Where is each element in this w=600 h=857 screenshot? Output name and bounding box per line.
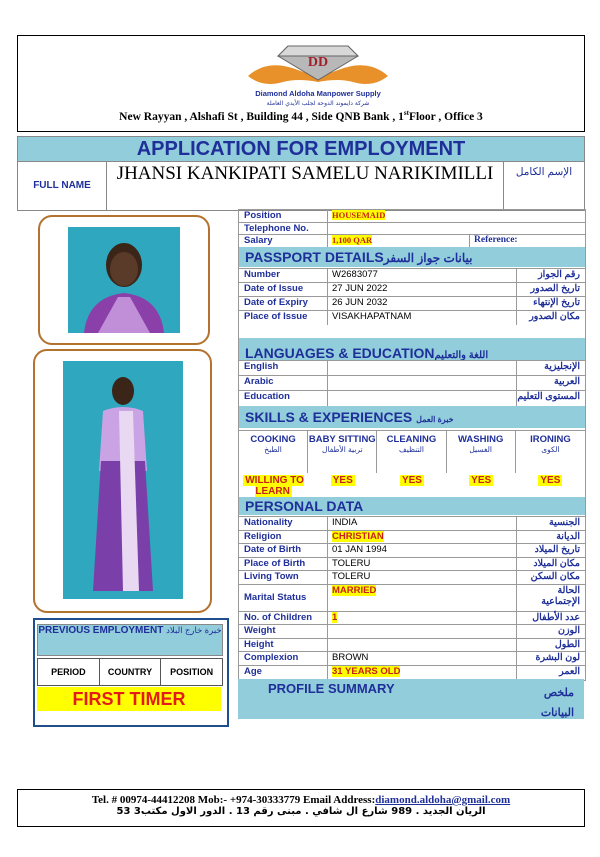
personal-label: Date of Birth	[244, 544, 301, 555]
personal-label: Place of Birth	[244, 557, 306, 569]
portrait-photo-frame	[38, 215, 210, 345]
position-column: POSITION	[170, 667, 214, 677]
salary-value: 1,100 QAR	[332, 235, 373, 245]
personal-label: Height	[244, 638, 274, 650]
passport-label: Place of Issue	[244, 311, 308, 322]
personal-row	[239, 651, 585, 666]
skill-answer: WILLING TO LEARN	[245, 475, 304, 497]
svg-text:DD: DD	[307, 55, 329, 70]
skill-cooking: COOKING الطبخ	[239, 431, 308, 473]
personal-label-ar: العمر	[559, 665, 580, 677]
passport-label: Date of Issue	[244, 283, 304, 294]
personal-label-ar: الطول	[554, 638, 580, 650]
skill-ironing: IRONING الكوى	[530, 434, 571, 454]
passport-label-ar: تاريخ الإنتهاء	[533, 297, 580, 308]
passport-label: Date of Expiry	[244, 297, 308, 308]
language-row	[239, 360, 585, 376]
profile-summary-label-ar: ملخص البيانات	[540, 687, 574, 719]
language-label-ar: الإنجليزية	[544, 361, 580, 372]
personal-label: No. of Children	[244, 611, 313, 623]
passport-value: W2683077	[332, 269, 378, 280]
passport-row	[239, 282, 585, 297]
personal-value: CHRISTIAN	[332, 530, 384, 542]
skill-answer: YES	[401, 475, 422, 486]
country-column: COUNTRY	[100, 659, 162, 685]
previous-employment-title: PREVIOUS EMPLOYMENT خبرة خارج البلاد	[37, 624, 223, 656]
passport-label: Number	[244, 269, 280, 280]
position-row	[239, 210, 585, 222]
personal-row	[239, 543, 585, 558]
personal-value: TOLERU	[332, 571, 371, 582]
personal-label: Marital Status	[244, 592, 307, 603]
reference-label: Reference:	[474, 235, 518, 245]
personal-value: 1	[332, 611, 338, 623]
passport-value: 27 JUN 2022	[332, 283, 388, 294]
full-body-photo-frame	[33, 349, 212, 613]
personal-label-ar: عدد الأطفال	[532, 611, 580, 623]
personal-label-ar: الديانة	[556, 530, 580, 542]
personal-value: TOLERU	[332, 557, 371, 569]
position-label: Position	[244, 210, 282, 221]
passport-value: VISAKHAPATNAM	[332, 311, 412, 322]
footer-address-ar: 53 الريان الجديد . 989 شارع ال شافي . مبنى رقم 13 . الدور الاول مكتب3	[116, 806, 486, 817]
language-label-ar: المستوى التعليم	[517, 391, 580, 402]
personal-label: Weight	[244, 625, 276, 636]
details-table	[238, 209, 586, 681]
full-name-label: FULL NAME	[18, 162, 107, 210]
page-title: APPLICATION FOR EMPLOYMENT	[17, 136, 585, 162]
company-header	[17, 35, 585, 132]
skill-answer: YES	[471, 475, 492, 486]
skills-section-title: SKILLS & EXPERIENCES خبرة العمل	[239, 406, 585, 428]
company-address: New Rayyan , Alshafi St , Building 44 , Side QNB Bank , 1stFloor , Office 3	[119, 109, 483, 123]
personal-row	[239, 557, 585, 572]
language-row	[239, 375, 585, 391]
previous-employment-box	[33, 618, 229, 727]
salary-label: Salary	[244, 235, 273, 246]
personal-row	[239, 530, 585, 545]
personal-row	[239, 624, 585, 639]
skills-grid	[239, 430, 585, 496]
profile-summary-label: PROFILE SUMMARY	[268, 681, 395, 696]
profile-summary-bar	[238, 679, 584, 719]
language-label: English	[244, 361, 279, 372]
personal-label-ar: تاريخ الميلاد	[534, 544, 580, 555]
passport-label-ar: تاريخ الصدور	[530, 283, 580, 294]
personal-label-ar: مكان السكن	[530, 571, 580, 582]
language-label-ar: العربية	[554, 376, 580, 387]
skill-cleaning: CLEANING التنظيف	[377, 431, 446, 473]
language-label: Education	[244, 391, 290, 402]
personal-section-title: PERSONAL DATA	[239, 497, 585, 515]
full-name-row	[17, 161, 585, 211]
skill-answer: YES	[332, 475, 353, 486]
svg-text:شركة دايموند الدوحة لجلب الأيد: شركة دايموند الدوحة لجلب الأيدي العاملة	[266, 100, 370, 107]
full-name-value: JHANSI KANKIPATI SAMELU NARIKIMILLI	[116, 163, 494, 184]
languages-section-title: LANGUAGES & EDUCATIONاللغة والتعليم	[239, 338, 585, 360]
personal-value: 31 YEARS OLD	[332, 665, 401, 677]
full-name-label-ar: الإسم الكامل	[503, 162, 584, 210]
skill-baby-sitting: BABY SITTING تربية الأطفال	[308, 431, 377, 473]
previous-employment-columns	[37, 658, 223, 686]
personal-label-ar: مكان الميلاد	[533, 557, 580, 569]
passport-row	[239, 296, 585, 311]
personal-label: Age	[244, 665, 262, 677]
telephone-label: Telephone No.	[244, 223, 309, 234]
personal-row	[239, 584, 585, 612]
company-logo	[228, 38, 408, 108]
skill-answer: YES	[540, 475, 561, 486]
passport-label-ar: مكان الصدور	[529, 311, 580, 322]
personal-label: Living Town	[244, 571, 299, 582]
position-value: HOUSEMAID	[332, 210, 386, 220]
passport-section-title: PASSPORT DETAILSبيانات جواز السفر	[239, 247, 585, 267]
personal-value: BROWN	[332, 652, 369, 663]
passport-row	[239, 310, 585, 325]
personal-row	[239, 570, 585, 585]
personal-value: INDIA	[332, 517, 358, 528]
full-body-photo	[63, 361, 183, 599]
salary-row	[239, 234, 585, 247]
personal-row	[239, 516, 585, 531]
portrait-photo	[68, 227, 180, 333]
passport-value: 26 JUN 2032	[332, 297, 388, 308]
svg-text:Diamond Aldoha Manpower Supply: Diamond Aldoha Manpower Supply	[255, 89, 381, 98]
personal-value: 01 JAN 1994	[332, 544, 387, 555]
period-column: PERIOD	[38, 659, 100, 685]
language-row	[239, 390, 585, 406]
skill-washing: WASHING الغسيل	[447, 431, 516, 473]
passport-row	[239, 268, 585, 283]
personal-row	[239, 638, 585, 653]
personal-label-ar: الوزن	[557, 625, 580, 636]
passport-label-ar: رقم الجواز	[538, 269, 580, 280]
personal-label-ar: الجنسية	[549, 517, 580, 528]
personal-label: Complexion	[244, 652, 299, 663]
personal-value: MARRIED	[332, 584, 377, 596]
personal-label-ar: الحالة الإجتماعية	[541, 584, 580, 607]
personal-label: Religion	[244, 530, 282, 542]
personal-label-ar: لون البشرة	[535, 652, 580, 663]
page-footer	[17, 789, 585, 827]
footer-contact: Tel. # 00974-44412208 Mob:- +974-30333779 Email Address:diamond.aldoha@gmail.com	[91, 794, 511, 806]
first-timer-label: FIRST TIMER	[37, 687, 221, 711]
personal-row	[239, 611, 585, 626]
language-label: Arabic	[244, 376, 274, 387]
personal-label: Nationality	[244, 517, 293, 528]
footer-email-link[interactable]: diamond.aldoha@gmail.com	[375, 794, 511, 806]
